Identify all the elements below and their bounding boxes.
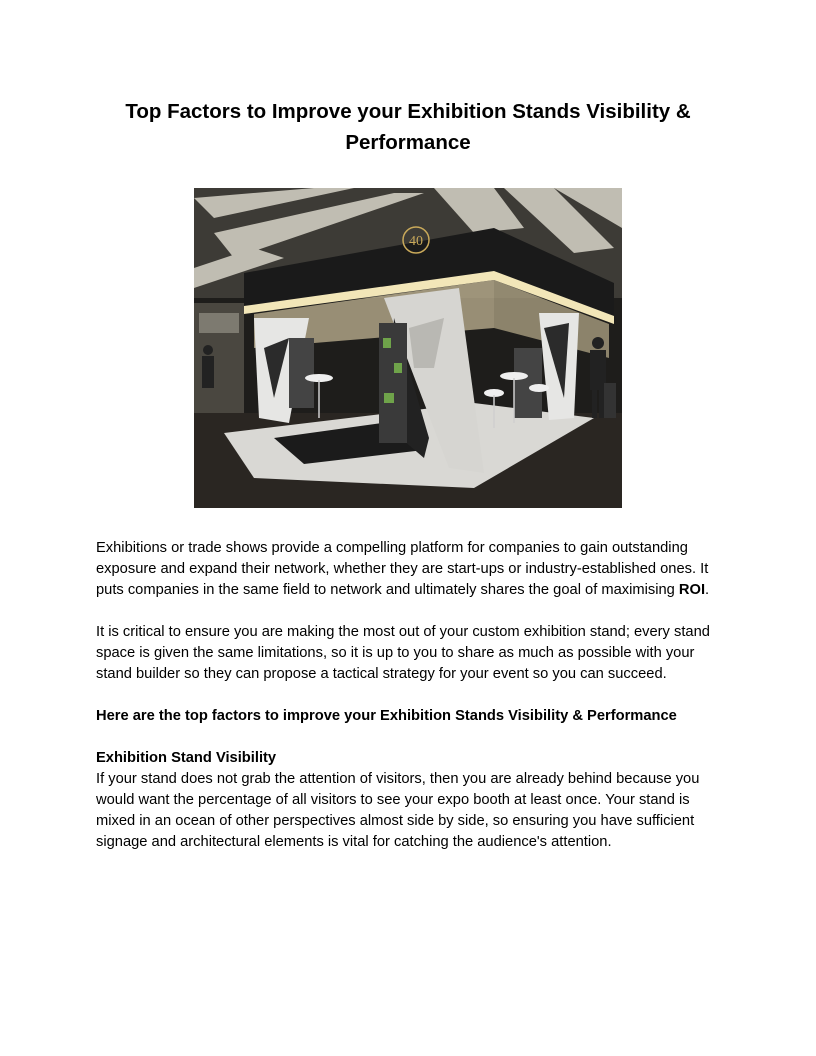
visibility-heading: Exhibition Stand Visibility — [96, 750, 277, 766]
stand-paragraph: It is critical to ensure you are making the most out of your custom exhibition stand; every stand space is given the same limitations, so it is up to you to share as much as possible with your stand builder so they can propose a tactical strategy for your event so you can succeed. — [96, 624, 710, 682]
exhibition-stand-photo — [194, 188, 622, 508]
document-page — [96, 96, 720, 853]
sign-40-text: 40 — [409, 234, 423, 249]
visibility-paragraph: If your stand does not grab the attention of visitors, then you are already behind because you would want the percentage of all visitors to see your expo booth at least once. Your stand is mixed in an ocean of other perspectives almost side by side, so ensuring you have sufficient signage and architectural elements is vital for catching the audience's attention. — [96, 771, 700, 850]
page-title: Top Factors to Improve your Exhibition Stands Visibility & Performance — [125, 100, 691, 154]
factors-heading: Here are the top factors to improve your Exhibition Stands Visibility & Performance — [96, 708, 677, 724]
roi-bold: ROI — [678, 582, 706, 598]
intro-paragraph: Exhibitions or trade shows provide a compelling platform for companies to gain outstanding exposure and expand their network, whether they are start-ups or industry-established ones. It puts companies in the same field to network and ultimately shares the goal of maximising ROI. — [96, 540, 710, 598]
